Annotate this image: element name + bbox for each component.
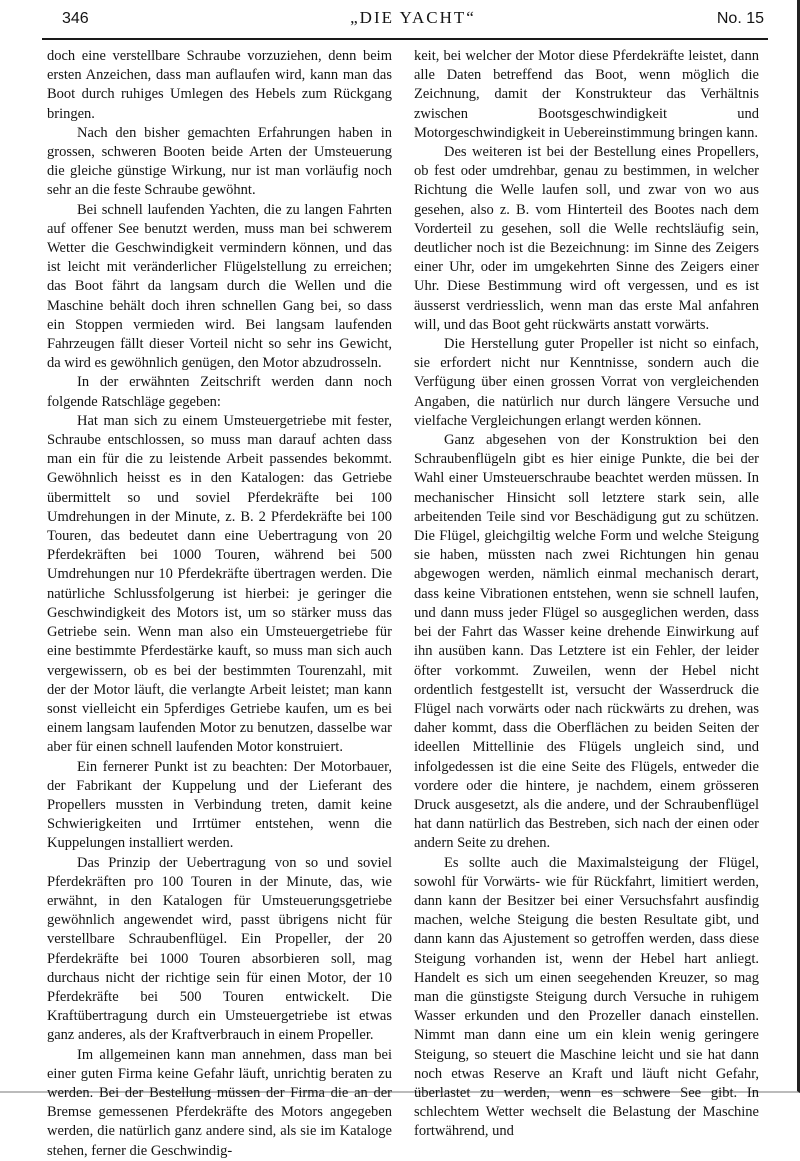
issue-number: No. 15 — [716, 10, 764, 27]
paragraph: Es sollte auch die Maximalsteigung der Flügel, sowohl für Vorwärts- wie für Rückfahrt, limitiert werden, dann kann der Besitzer bei einer Versuchsfahrt ausfindig machen, welche Steigung die besten Resultate gibt, und dann kann das Ajustement so getroffen werden, dass diese Steigung vorhanden ist, wenn der Hebel hart anliegt. Handelt es sich um einen seegehenden Kreuzer, so mag man die günstigste Steigung durch Versuche in ruhigem Wasser erkunden und den Prozeller danach einstellen. Nimmt man dann eine um ein klein wenig geringere Steigung, so steuert die Maschine leicht und sie hat dann noch etwas Reserve an Kraft und läuft nicht Gefahr, überlastet zu werden, wenn es schwere See gibt. In schlechtem Wetter wechselt die Belastung der Maschine fortwährend, und — [414, 854, 759, 1140]
running-header — [62, 8, 764, 36]
paragraph: Nach den bisher gemachten Erfahrungen haben in grossen, schweren Booten beide Arten der Umsteuerung die gleiche günstige Wirkung, nur ist man vorläufig noch sehr an die feste Schraube gewöhnt. — [47, 124, 392, 199]
paragraph: Hat man sich zu einem Umsteuergetriebe mit fester, Schraube entschlossen, so muss man darauf achten dass man ein für die zu leistende Arbeit passendes bekommt. Gewöhnlich heisst es in den Katalogen: das Getriebe übermittelt so und soviel Pferdekräfte bei 100 Umdrehungen in der Minute, z. B. 2 Pferdekräfte bei 100 Touren, das bedeutet dann eine Uebertragung von 20 Pferdekräften bei 1000 Touren, während bei 500 Umdrehungen nur 10 Pferdekräfte übertragen werden. Die natürliche Schlussfolgerung ist hierbei: je geringer die Geschwindigkeit des Motors ist, um so stärker muss das Getriebe sein. Wenn man also ein Umsteuergetriebe für eine bestimmte Pferdestärke kauft, so muss man sich auch vergewissern, ob es bei der bestimmten Tourenzahl, mit der der Motor läuft, die verlangte Arbeit leistet; man kann sonst vielleicht ein 5pferdiges Getriebe kaufen, um es bei einem langsam laufenden Motor zu benutzen, dasselbe war aber für einen schnell laufenden Motor konstruiert. — [47, 412, 392, 756]
paragraph: Ganz abgesehen von der Konstruktion bei den Schraubenflügeln gibt es hier einige Punkte, die bei der Wahl einer Umsteuerschraube beachtet werden müssen. In mechanischer Hinsicht soll letztere stark sein, alle arbeitenden Teile sind vor Beschädigung gut zu schützen. Die Flügel, gleichgiltig welche Form und welche Steigung sie haben, müssten nach zwei Richtungen hin genau abgewogen werden, nämlich einmal mechanisch derart, dass keine Vibrationen entstehen, wenn sie schnell laufen, und dann muss jeder Flügel so ausgeglichen werden, dass bei der Fahrt das Wasser keine drehende Einwirkung auf ihn ausüben kann. Das Letztere ist ein Fehler, der leider öfter vorkommt. Zuweilen, wenn der Hebel nicht ordentlich festgestellt ist, versucht der Wasserdruck die Flügel nach vorwärts oder nach rückwärts zu drehen, was daher kommt, dass die Oberflächen zu beiden Seiten der ideellen Mittellinie des Flügels ungleich sind, und infolgedessen ist die eine Seite des Flügels, entweder die vordere oder die hintere, je nachdem, einem grösseren Druck ausgesetzt, als die andere, und der Schraubenflügel hat dann natürlich das Bestreben, sich nach der einen oder andern Seite zu drehen. — [414, 432, 759, 852]
paragraph: Ein fernerer Punkt ist zu beachten: Der Motorbauer, der Fabrikant der Kuppelung und der Lieferant des Propellers mussten in Verbindung treten, damit keine Schwierigkeiten und Irrtümer entstehen, wenn die Kuppelungen installiert werden. — [47, 758, 392, 852]
header-rule — [42, 38, 768, 40]
paragraph: doch eine verstellbare Schraube vorzuziehen, denn beim ersten Anzeichen, dass man auflaufen wird, kann man das Boot durch ruhiges Umlegen des Hebels zum Rückgang bringen. — [47, 48, 392, 122]
paragraph: keit, bei welcher der Motor diese Pferdekräfte leistet, dann alle Daten betreffend das Boot, wenn möglich die Zeichnung, damit der Konstrukteur das Verhältnis zwischen Bootsgeschwindigkeit und Motorgeschwindigkeit in Uebereinstimmung bringen kann. — [414, 48, 759, 141]
paragraph: Im allgemeinen kann man annehmen, dass man bei einer guten Firma keine Gefahr läuft, unrichtig beraten zu werden. Bei der Bestellung müssen der Firma die an der Bremse gemessenen Pferdekräfte des Motors angegeben werden, die natürlich ganz andere sind, als sie im Kataloge stehen, ferner die Geschwindig- — [47, 1046, 392, 1159]
paragraph: Bei schnell laufenden Yachten, die zu langen Fahrten auf offener See benutzt werden, muss man bei schwerem Wetter die Geschwindigkeit vermindern können, und das ist leicht mit veränderlicher Flügelstellung zu erreichen; das Boot fährt da langsam durch die Wellen und die Maschine behält doch ihren schnellen Gang bei, so dass ein Stoppen vermieden wird. Bei langsam laufenden Fahrzeugen fällt dieser Vorteil nicht so sehr ins Gewicht, da wird es gewöhnlich genügen, den Motor abzudrosseln. — [47, 201, 392, 372]
paragraph: In der erwähnten Zeitschrift werden dann noch folgende Ratschläge gegeben: — [47, 374, 392, 410]
right-column — [414, 47, 759, 1142]
left-column — [47, 47, 392, 1161]
paragraph: Die Herstellung guter Propeller ist nicht so einfach, sie erfordert nicht nur Kenntnisse, sondern auch die Verfügung über einen grossen Vorrat von vergleichenden Angaben, die natürlich nur durch längere Versuche und vielfache Vergleichungen erlangt werden können. — [414, 336, 759, 429]
paragraph: Das Prinzip der Uebertragung von so und soviel Pferdekräften pro 100 Touren in der Minute, das, wie erwähnt, in den Katalogen für Umsteuerungsgetriebe gewöhnlich angewendet wird, passt übrigens nicht für verstellbare Schraubenflügel. Ein Propeller, der 20 Pferdekräfte bei 1000 Touren absorbieren soll, mag durchaus nicht der richtige sein für einen Motor, der 10 Pferdekräfte bei 500 Touren entwickelt. Die Kraftübertragung durch ein Umsteuergetriebe ist etwas ganz anderes, als der Kraftverbrauch in einem Propeller. — [47, 854, 392, 1044]
journal-title: „DIE YACHT“ — [350, 8, 476, 27]
page-number: 346 — [62, 10, 89, 27]
paragraph: Des weiteren ist bei der Bestellung eines Propellers, ob fest oder umdrehbar, genau zu bestimmen, in welcher Richtung die Welle laufen soll, und zwar von wo aus gesehen, also z. B. vom Hinterteil des Bootes nach dem Vorderteil zu gesehen, soll die Welle rechtsläufig sein, deutlicher noch ist die Bezeichnung: im Sinne des Zeigers einer Uhr, oder im umgekehrten Sinne des Zeigers einer Uhr. Diese Bestimmung wird oft vergessen, und es ist äusserst verdriesslich, wenn man das erste Mal anfahren will, und das Boot geht rückwärts anstatt vorwärts. — [414, 144, 759, 333]
